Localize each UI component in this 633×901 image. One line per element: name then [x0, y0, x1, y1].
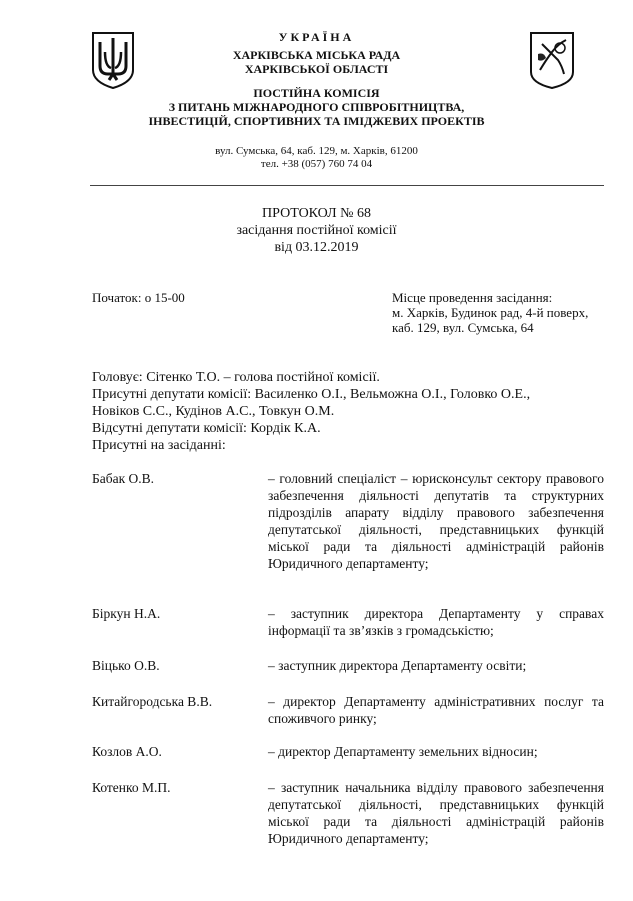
council-region: ХАРКІВСЬКОЇ ОБЛАСТІ [244, 62, 389, 76]
country-name: УКРАЇНА [278, 30, 355, 44]
council-name: ХАРКІВСЬКА МІСЬКА РАДА [232, 48, 401, 62]
commission-scope-2: ІНВЕСТИЦІЙ, СПОРТИВНИХ ТА ІМІДЖЕВИХ ПРОЕКТІВ [148, 114, 485, 128]
commission-address: вул. Сумська, 64, каб. 129, м. Харків, 61200 [215, 145, 418, 157]
attendee-name: Біркун Н.А. [92, 606, 161, 621]
attendee-role: – директор Департаменту земельних відносин; [268, 744, 538, 759]
meeting-place-line-2: каб. 129, вул. Сумська, 64 [392, 320, 534, 335]
meeting-start: Початок: о 15-00 [92, 290, 185, 305]
present-deputies-line-1: Присутні депутати комісії: Василенко О.І., Вельможна О.І., Головко О.Е., [92, 387, 531, 402]
attendee-role: – заступник директора Департаменту у справах інформації та зв’язків з громадськістю; [268, 606, 604, 638]
commission-title: ПОСТІЙНА КОМІСІЯ [253, 86, 380, 100]
meeting-chair: Головує: Сітенко Т.О. – голова постійної комісії. [92, 370, 380, 385]
meeting-place-line-1: м. Харків, Будинок рад, 4-й поверх, [392, 305, 589, 320]
header-divider [90, 185, 604, 186]
attendee-name: Котенко М.П. [92, 780, 171, 795]
commission-phone: тел. +38 (057) 760 74 04 [260, 158, 373, 170]
protocol-subtitle: засідання постійної комісії [236, 223, 397, 238]
present-at-meeting-label: Присутні на засіданні: [92, 438, 226, 453]
meeting-place-label: Місце проведення засідання: [392, 290, 553, 305]
attendee-name: Бабак О.В. [92, 471, 155, 486]
attendee-name: Козлов А.О. [92, 744, 162, 759]
protocol-date: від 03.12.2019 [274, 240, 359, 255]
attendee-role: – заступник начальника відділу правового забезпечення депутатської діяльності, представницьких функцій міської ради та діяльності адміністрацій районів Юридичного департаменту; [268, 780, 604, 846]
attendee-name: Віцько О.В. [92, 658, 160, 673]
absent-deputies: Відсутні депутати комісії: Кордік К.А. [92, 421, 321, 436]
attendee-role: – головний спеціаліст – юрисконсульт сектору правового забезпечення діяльності депутатів та структурних підрозділів апарату відділу правового забезпечення депутатської діяльності, представницьких функцій міської ради та діяльності адміністрацій районів Юридичного департаменту; [268, 471, 604, 571]
present-deputies-line-2: Новіков С.С., Кудінов А.С., Товкун О.М. [92, 404, 335, 419]
commission-scope-1: З ПИТАНЬ МІЖНАРОДНОГО СПІВРОБІТНИЦТВА, [168, 100, 465, 114]
protocol-title: ПРОТОКОЛ № 68 [262, 206, 371, 221]
attendee-role: – директор Департаменту адміністративних послуг та споживчого ринку; [268, 694, 604, 726]
attendee-role: – заступник директора Департаменту освіти; [268, 658, 527, 673]
attendee-name: Китайгородська В.В. [92, 694, 213, 709]
